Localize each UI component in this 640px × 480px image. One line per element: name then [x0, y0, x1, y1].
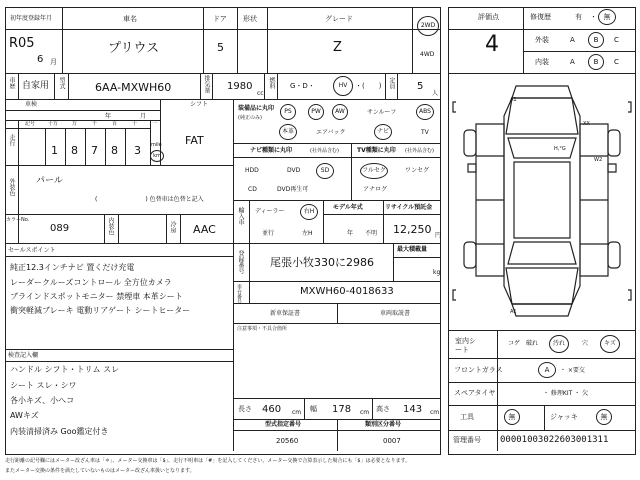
exterior-label: 外装 — [535, 36, 549, 44]
mileage-digit-1: 1 — [51, 144, 58, 157]
chassis-label: 車台番号 — [236, 284, 242, 304]
seat-kizu-circle — [600, 335, 620, 353]
repair-yes: 有 — [575, 13, 582, 21]
equip-abs — [416, 104, 434, 120]
navi-sd: SD — [320, 167, 330, 174]
equip-sunroof: サンルーフ — [367, 109, 397, 116]
score-value: 4 — [485, 32, 499, 57]
category-label: 類別区分番号 — [365, 421, 402, 428]
interior-label: 内装 — [535, 58, 549, 66]
width-label: 幅 — [310, 405, 317, 413]
length-label: 長さ — [238, 405, 252, 413]
mileage-digit-2: 8 — [71, 144, 78, 157]
model-label: 型式 — [58, 77, 65, 89]
interior-a: A — [570, 58, 575, 66]
equip-ps-label: PS — [284, 108, 292, 115]
navi-hdd: HDD — [245, 167, 259, 174]
shift-value: FAT — [185, 134, 204, 147]
use-value: 自家用 — [22, 81, 50, 91]
shift-label: シフト — [190, 101, 209, 108]
damage-w2: W2 — [594, 157, 603, 163]
sales-line-3: ブラインドスポットモニター 禁煙車 本革シート — [10, 292, 183, 301]
navi-sd-circle — [316, 163, 334, 179]
glass-other: ・ ×要交 — [560, 367, 585, 374]
reg-year: R05 — [9, 36, 35, 51]
reg-year-label: 初年度登録年月 — [10, 15, 53, 22]
seat-koge: コゲ — [508, 340, 521, 347]
capacity-value: 5 — [417, 81, 424, 92]
width-value: 178 — [332, 404, 352, 415]
inspection-line-1: ハンドル シフト・トリム スレ — [10, 365, 120, 374]
car-damage-diagram — [450, 76, 634, 326]
sales-line-2: レーダークルーズコントロール 全方位カメラ — [10, 278, 172, 287]
navi-dvd: DVD — [287, 167, 301, 174]
inspection-line-2: シート スレ・シワ — [10, 381, 77, 390]
equip-leather-label: 本革 — [281, 128, 294, 135]
equip-ps — [280, 104, 296, 120]
mgmt-number: 00001003022603001311 — [500, 435, 609, 445]
damage-a1-top: A1 — [510, 97, 517, 103]
max-load-label: 最大積載量 — [397, 246, 428, 253]
inspection-month-unit: 月 — [140, 113, 147, 120]
color-value: パール — [36, 176, 63, 186]
seat-ana: 穴 — [582, 340, 589, 347]
model-year-unit: 年 — [347, 230, 354, 237]
model-value: 6AA-MXWH60 — [95, 81, 172, 94]
notes-label: 注意事項・不具合箇所 — [237, 326, 288, 332]
capacity-label: 定員 — [388, 77, 395, 89]
mileage-digit-3: 7 — [91, 144, 98, 157]
seat-kizu: キズ — [604, 340, 616, 347]
model-year-label: モデル年式 — [333, 204, 363, 211]
drive-4wd: 4WD — [420, 51, 435, 58]
damage-xx: XX — [583, 121, 590, 127]
import-left: 左H — [302, 230, 313, 237]
inspection-year-unit: 年 — [105, 113, 112, 120]
navi-dvd-play: DVD再生可 — [277, 186, 309, 193]
glass-a: A — [544, 365, 550, 374]
equip-airbag: エアバック — [316, 129, 346, 136]
drive-2wd: 2WD — [420, 22, 436, 29]
equip-leather — [279, 124, 297, 140]
exterior-c: C — [614, 36, 619, 44]
interior-c: C — [614, 58, 619, 66]
kg-unit: kg — [433, 269, 441, 276]
navi-subtitle: (社外品含む) — [310, 148, 339, 154]
color-label: 外装色 — [8, 178, 15, 196]
sales-line-4: 衝突軽減ブレーキ 電動リアゲート シートヒーター — [10, 306, 191, 315]
reg-month: 6 — [37, 54, 44, 65]
digit-label-3: 千 — [92, 121, 98, 127]
recycle-unit: 円 — [435, 232, 442, 239]
exterior-a: A — [570, 36, 575, 44]
car-name-label: 車名 — [123, 15, 137, 23]
height-label: 高さ — [376, 405, 390, 413]
navi-title: ナビ種類に丸印 — [250, 147, 293, 154]
interior-b: B — [593, 57, 599, 66]
sales-points-title: セールスポイント — [8, 247, 56, 254]
new-warranty: 新車保証書 — [270, 310, 301, 317]
shape-label: 形状 — [243, 15, 257, 23]
exterior-b-circle — [588, 32, 604, 48]
inspection-line-4: AWキズ — [10, 411, 39, 420]
digit-label-2: 万 — [72, 121, 78, 127]
grade-value: Z — [333, 40, 342, 55]
import-label: 輸入車 — [237, 207, 244, 225]
symbol-label: 記号 — [25, 121, 36, 127]
fuel-options: G・D・ — [290, 82, 315, 90]
damage-hg: H,°G — [554, 146, 566, 152]
height-unit: cm — [430, 409, 440, 416]
cc-unit: cc — [257, 90, 264, 97]
jack-circle — [596, 409, 612, 425]
inspection-title: 検査記入欄 — [8, 352, 39, 359]
displacement-label: 排気量 — [203, 75, 210, 93]
type-designation-value: 20560 — [276, 437, 299, 445]
tools-circle — [504, 409, 520, 425]
recycle-value: 12,250 — [393, 223, 432, 236]
equip-tv: TV — [421, 129, 429, 136]
repair-no: 無 — [603, 12, 611, 21]
inspection-line-5: 内装清掃済み Goo鑑定付き — [10, 427, 109, 436]
tv-fullseg: フルセグ — [362, 167, 386, 174]
type-designation-label: 型式指定番号 — [265, 421, 302, 428]
mileage-digit-4: 8 — [111, 144, 118, 157]
tv-analog: アナログ — [363, 186, 388, 193]
km-label: km — [153, 152, 161, 159]
equip-aw — [332, 104, 348, 120]
use-label: 車歴 — [8, 77, 15, 89]
repair-no-circle — [598, 9, 616, 25]
mile-label: mile — [151, 142, 162, 148]
recycle-label: リサイクル預託金 — [385, 204, 433, 211]
length-unit: cm — [292, 409, 302, 416]
running-label: 走行 — [8, 134, 15, 146]
equipment-subtitle: (純正のみ) — [238, 115, 262, 121]
equip-aw-label: AW — [335, 108, 345, 115]
model-year-unknown: 不明 — [365, 230, 378, 237]
color-code-value: 089 — [50, 223, 70, 234]
equip-navi-label: ナビ — [376, 128, 389, 135]
footer-line-2: またメーター交換の条件を満たしていないものはメーター改ざん車扱いとなります。 — [5, 468, 195, 474]
seat-yogore-circle — [549, 335, 569, 353]
fuel-other: ・( ) — [355, 82, 382, 90]
width-unit: cm — [360, 409, 370, 416]
grade-label: グレード — [325, 15, 353, 23]
score-label: 評価点 — [478, 13, 499, 21]
equip-abs-label: ABS — [419, 108, 431, 115]
registration-number: 尾張小牧330に2986 — [270, 256, 374, 269]
digit-label-4: 百 — [112, 121, 118, 127]
inspection-line-3: 各小キズ、小ヘコ — [10, 396, 75, 405]
ac-label: 冷房 — [169, 221, 176, 233]
mileage-digit-5: 3 — [134, 144, 141, 157]
exterior-b: B — [593, 35, 599, 44]
equip-pw-label: PW — [311, 108, 321, 115]
mgmt-label: 管理番号 — [453, 436, 481, 444]
import-right: 右H — [303, 208, 315, 215]
import-right-circle — [300, 204, 318, 220]
repair-sep: ・ — [590, 13, 597, 21]
room-seat-label: 室内シート — [455, 337, 476, 355]
import-dealer: ディーラー — [255, 208, 285, 215]
digit-label-5: 十 — [132, 121, 138, 127]
chassis-value: MXWH60-4018633 — [300, 286, 394, 297]
seat-yabure: 破れ — [526, 340, 539, 347]
height-value: 143 — [403, 404, 423, 415]
footer-line-1: 走行距離の記号欄にはメーター改ざん車は「＊」、メーター交換車は「$」、走行不明車は「#」を記入してください。メーター交換で合算表示した場合にも「$」は必要となります。 — [5, 458, 411, 464]
jack-label: ジャッキ — [550, 413, 578, 421]
door-label: ドア — [213, 15, 227, 23]
tv-subtitle: (社外品含む) — [405, 148, 434, 154]
fuel-hv: HV — [338, 82, 348, 89]
tv-fullseg-circle — [360, 163, 388, 179]
sales-line-1: 純正12.3インチナビ 置くだけ充電 — [10, 263, 135, 272]
navi-cd: CD — [248, 186, 257, 193]
km-circle — [150, 150, 164, 162]
glass-a-circle — [538, 362, 556, 378]
interior-b-circle — [588, 54, 604, 70]
digit-label-6: 一 — [152, 121, 158, 127]
spare-options: ・ 修理KIT ・ 欠 — [543, 390, 589, 397]
import-parallel: 並行 — [262, 230, 275, 237]
interior-color-label: 内装色 — [107, 217, 114, 235]
seat-yogore: 汚れ — [552, 340, 565, 347]
person-unit: 人 — [432, 90, 439, 97]
tools-value: 無 — [508, 412, 516, 421]
equipment-title: 装備品に丸印 — [238, 105, 275, 112]
drive-2wd-circle — [417, 16, 439, 36]
door-count: 5 — [217, 41, 224, 54]
color-code-label: カラーNo. — [6, 217, 30, 223]
color-note: ( ) 色替車は色替と記入 — [95, 196, 204, 203]
fuel-label: 燃料 — [268, 77, 275, 89]
fuel-hv-circle — [333, 76, 353, 96]
registration-label: 登録番号 — [237, 250, 244, 274]
vehicle-manual: 車両取説書 — [380, 310, 411, 317]
damage-a1-bottom: A1 — [510, 309, 517, 315]
tv-title: TV種類に丸印 — [357, 147, 396, 154]
digit-label-1: 十万 — [48, 121, 59, 127]
displacement-value: 1980 — [227, 81, 253, 92]
ac-value: AAC — [193, 223, 216, 236]
category-value: 0007 — [383, 437, 401, 445]
tools-label: 工具 — [460, 413, 474, 421]
equip-navi — [374, 124, 392, 140]
repair-label: 修復歴 — [530, 13, 551, 21]
jack-value: 無 — [600, 412, 608, 421]
equip-pw — [308, 104, 324, 120]
spare-tire-label: スペアタイヤ — [454, 389, 496, 397]
month-unit: 月 — [50, 58, 57, 66]
car-name: プリウス — [108, 41, 160, 56]
front-glass-label: フロントガラス — [454, 366, 503, 374]
length-value: 460 — [262, 404, 282, 415]
tv-oneseg: ワンセグ — [405, 167, 430, 174]
inspection-label: 車検 — [25, 101, 38, 108]
